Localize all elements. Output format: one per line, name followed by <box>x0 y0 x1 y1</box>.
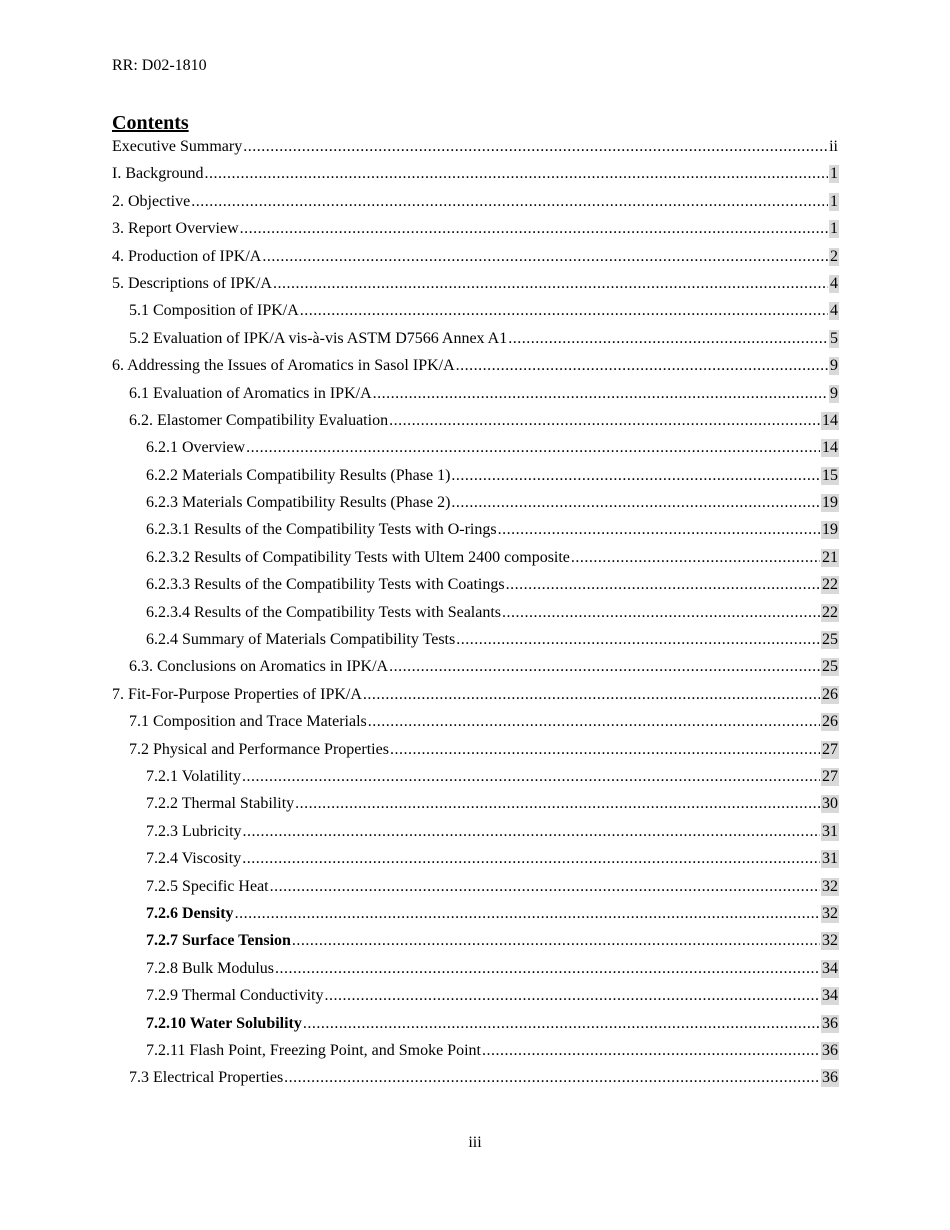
dot-leader <box>456 631 820 649</box>
dot-leader <box>300 302 828 320</box>
dot-leader <box>451 467 820 485</box>
running-header: RR: D02-1810 <box>112 57 207 74</box>
toc-entry-title[interactable]: 6.2.3.3 Results of the Compatibility Tests with Coatings <box>146 576 505 594</box>
toc-entry-page-number[interactable]: 31 <box>822 850 838 868</box>
toc-entry-page-number[interactable]: 36 <box>822 1014 838 1032</box>
dot-leader <box>191 193 828 211</box>
toc-entry-title[interactable]: 6.2.3.2 Results of Compatibility Tests with Ultem 2400 composite <box>146 548 570 566</box>
toc-entry-page-number[interactable]: 5 <box>830 329 838 347</box>
toc-entry[interactable] <box>112 823 839 850</box>
toc-entry-page-number[interactable]: 25 <box>822 658 838 676</box>
toc-entry[interactable] <box>112 494 839 521</box>
toc-entry-page-number[interactable]: 15 <box>822 466 838 484</box>
dot-leader <box>240 220 828 238</box>
toc-entry[interactable] <box>112 248 839 275</box>
toc-entry-page-number[interactable]: 26 <box>822 713 838 731</box>
toc-entry-page-number[interactable]: 9 <box>830 357 838 375</box>
dot-leader <box>498 521 820 539</box>
toc-entry-title[interactable]: 5.1 Composition of IPK/A <box>129 302 299 320</box>
toc-entry[interactable] <box>112 631 839 658</box>
toc-entry-title[interactable]: 7.2.11 Flash Point, Freezing Point, and Smoke Point <box>146 1041 481 1059</box>
toc-entry-title[interactable]: 6.2.3.4 Results of the Compatibility Tests with Sealants <box>146 603 502 621</box>
toc-entry-title[interactable]: 6. Addressing the Issues of Aromatics in Sasol IPK/A <box>112 357 455 375</box>
dot-leader <box>273 275 828 293</box>
toc-entry-title[interactable]: 7.2.6 Density <box>146 904 234 922</box>
toc-entry-page-number[interactable]: 22 <box>822 576 838 594</box>
toc-entry-page-number[interactable]: 1 <box>830 220 838 238</box>
toc-entry-page-number[interactable]: 30 <box>822 795 838 813</box>
toc-entry-page-number[interactable]: 26 <box>822 685 838 703</box>
toc-entry-title[interactable]: 7.2.9 Thermal Conductivity <box>146 987 324 1005</box>
toc-entry-page-number[interactable]: 31 <box>822 822 838 840</box>
table-of-contents <box>112 138 839 1097</box>
toc-entry[interactable] <box>112 713 839 740</box>
toc-entry-page-number[interactable]: ii <box>829 138 838 155</box>
toc-entry-title[interactable]: 7.2.7 Surface Tension <box>146 932 291 950</box>
toc-entry[interactable] <box>112 878 839 905</box>
toc-entry[interactable] <box>112 220 839 247</box>
toc-entry-title[interactable]: 7.2.3 Lubricity <box>146 822 242 840</box>
toc-entry[interactable] <box>112 165 839 192</box>
toc-entry[interactable] <box>112 521 839 548</box>
dot-leader <box>368 713 820 731</box>
toc-entry[interactable] <box>112 1015 839 1042</box>
toc-entry[interactable] <box>112 741 839 768</box>
toc-entry-title[interactable]: 7.3 Electrical Properties <box>129 1069 284 1087</box>
dot-leader <box>451 494 820 512</box>
toc-entry-title[interactable]: 7.2.1 Volatility <box>146 767 241 785</box>
toc-entry-page-number[interactable]: 25 <box>822 631 838 649</box>
toc-entry-title[interactable]: 6.2.4 Summary of Materials Compatibility Tests <box>146 631 456 649</box>
dot-leader <box>456 357 828 375</box>
dot-leader <box>571 549 820 567</box>
toc-entry-page-number[interactable]: 4 <box>830 302 838 320</box>
toc-entry[interactable] <box>112 987 839 1014</box>
dot-leader <box>262 248 828 266</box>
dot-leader <box>508 330 828 348</box>
dot-leader <box>506 576 820 594</box>
toc-entry-page-number[interactable]: 2 <box>830 247 838 265</box>
dot-leader <box>242 850 820 868</box>
toc-entry-title[interactable]: 6.3. Conclusions on Aromatics in IPK/A <box>129 658 389 676</box>
toc-entry-title[interactable]: 7.2.5 Specific Heat <box>146 877 269 895</box>
dot-leader <box>275 960 820 978</box>
toc-entry[interactable] <box>112 604 839 631</box>
toc-entry-title[interactable]: 7.1 Composition and Trace Materials <box>129 713 367 731</box>
toc-entry-page-number[interactable]: 19 <box>822 521 838 539</box>
dot-leader <box>324 987 820 1005</box>
toc-entry-title[interactable]: 6.1 Evaluation of Aromatics in IPK/A <box>129 384 372 402</box>
dot-leader <box>373 385 828 403</box>
toc-entry-page-number[interactable]: 36 <box>822 1069 838 1087</box>
toc-entry-title[interactable]: I. Background <box>112 165 204 183</box>
toc-entry[interactable] <box>112 302 839 329</box>
toc-entry[interactable] <box>112 658 839 685</box>
toc-entry-title[interactable]: 6.2. Elastomer Compatibility Evaluation <box>129 411 389 429</box>
toc-entry[interactable] <box>112 330 839 357</box>
dot-leader <box>205 165 828 183</box>
dot-leader <box>243 823 820 841</box>
dot-leader <box>242 768 820 786</box>
dot-leader <box>295 795 820 813</box>
toc-entry[interactable] <box>112 932 839 959</box>
toc-entry[interactable] <box>112 439 839 466</box>
toc-entry-title[interactable]: 5.2 Evaluation of IPK/A vis-à-vis ASTM D7566 Annex A1 <box>129 329 508 347</box>
toc-entry-page-number[interactable]: 34 <box>822 987 838 1005</box>
toc-entry-page-number[interactable]: 1 <box>830 192 838 210</box>
toc-entry[interactable] <box>112 467 839 494</box>
toc-entry-page-number[interactable]: 27 <box>822 740 838 758</box>
dot-leader <box>235 905 820 923</box>
toc-entry-page-number[interactable]: 36 <box>822 1041 838 1059</box>
toc-entry-page-number[interactable]: 21 <box>822 548 838 566</box>
toc-entry[interactable] <box>112 850 839 877</box>
toc-entry-page-number[interactable]: 14 <box>822 439 838 457</box>
toc-entry-title[interactable]: Executive Summary <box>112 138 243 155</box>
toc-entry-page-number[interactable]: 32 <box>822 877 838 895</box>
toc-entry[interactable] <box>112 795 839 822</box>
toc-entry-page-number[interactable]: 14 <box>822 411 838 429</box>
toc-entry-title[interactable]: 2. Objective <box>112 192 191 210</box>
toc-entry-page-number[interactable]: 22 <box>822 603 838 621</box>
toc-entry[interactable] <box>112 549 839 576</box>
toc-entry[interactable] <box>112 686 839 713</box>
dot-leader <box>284 1069 820 1087</box>
toc-entry[interactable] <box>112 357 839 384</box>
contents-heading: Contents <box>112 112 189 134</box>
toc-entry-page-number[interactable]: 1 <box>830 165 838 183</box>
toc-entry-page-number[interactable]: 19 <box>822 494 838 512</box>
toc-entry-page-number[interactable]: 4 <box>830 274 838 292</box>
dot-leader <box>363 686 820 704</box>
toc-entry-title[interactable]: 5. Descriptions of IPK/A <box>112 274 272 292</box>
toc-entry-title[interactable]: 7.2.10 Water Solubility <box>146 1014 302 1032</box>
dot-leader <box>270 878 820 896</box>
dot-leader <box>292 932 820 950</box>
toc-entry-title[interactable]: 6.2.1 Overview <box>146 439 246 457</box>
toc-entry[interactable] <box>112 138 839 165</box>
toc-entry-title[interactable]: 6.2.3.1 Results of the Compatibility Tests with O-rings <box>146 521 497 539</box>
toc-entry[interactable] <box>112 412 839 439</box>
toc-entry-page-number[interactable]: 32 <box>822 904 838 922</box>
page-number: iii <box>468 1134 482 1151</box>
dot-leader <box>390 741 820 759</box>
toc-entry-title[interactable]: 7.2.4 Viscosity <box>146 850 242 868</box>
toc-entry[interactable] <box>112 193 839 220</box>
toc-entry-page-number[interactable]: 9 <box>830 384 838 402</box>
dot-leader <box>303 1015 820 1033</box>
toc-entry-title[interactable]: 6.2.3 Materials Compatibility Results (Phase 2) <box>146 494 451 512</box>
dot-leader <box>482 1042 820 1060</box>
dot-leader <box>389 412 820 430</box>
toc-entry[interactable] <box>112 385 839 412</box>
toc-entry-title[interactable]: 4. Production of IPK/A <box>112 247 262 265</box>
toc-entry[interactable] <box>112 1069 839 1096</box>
toc-entry[interactable] <box>112 768 839 795</box>
toc-entry-title[interactable]: 7.2 Physical and Performance Properties <box>129 740 389 758</box>
toc-entry-page-number[interactable]: 27 <box>822 767 838 785</box>
toc-entry[interactable] <box>112 960 839 987</box>
toc-entry-page-number[interactable]: 34 <box>822 959 838 977</box>
toc-entry[interactable] <box>112 905 839 932</box>
toc-entry-title[interactable]: 7. Fit-For-Purpose Properties of IPK/A <box>112 685 362 703</box>
toc-entry[interactable] <box>112 275 839 302</box>
toc-entry[interactable] <box>112 1042 839 1069</box>
dot-leader <box>389 658 820 676</box>
dot-leader <box>243 138 827 156</box>
toc-entry[interactable] <box>112 576 839 603</box>
dot-leader <box>502 604 820 622</box>
toc-entry-title[interactable]: 6.2.2 Materials Compatibility Results (Phase 1) <box>146 466 451 484</box>
toc-entry-page-number[interactable]: 32 <box>822 932 838 950</box>
toc-entry-title[interactable]: 3. Report Overview <box>112 220 239 238</box>
toc-entry-title[interactable]: 7.2.8 Bulk Modulus <box>146 959 275 977</box>
toc-entry-title[interactable]: 7.2.2 Thermal Stability <box>146 795 295 813</box>
dot-leader <box>246 439 820 457</box>
